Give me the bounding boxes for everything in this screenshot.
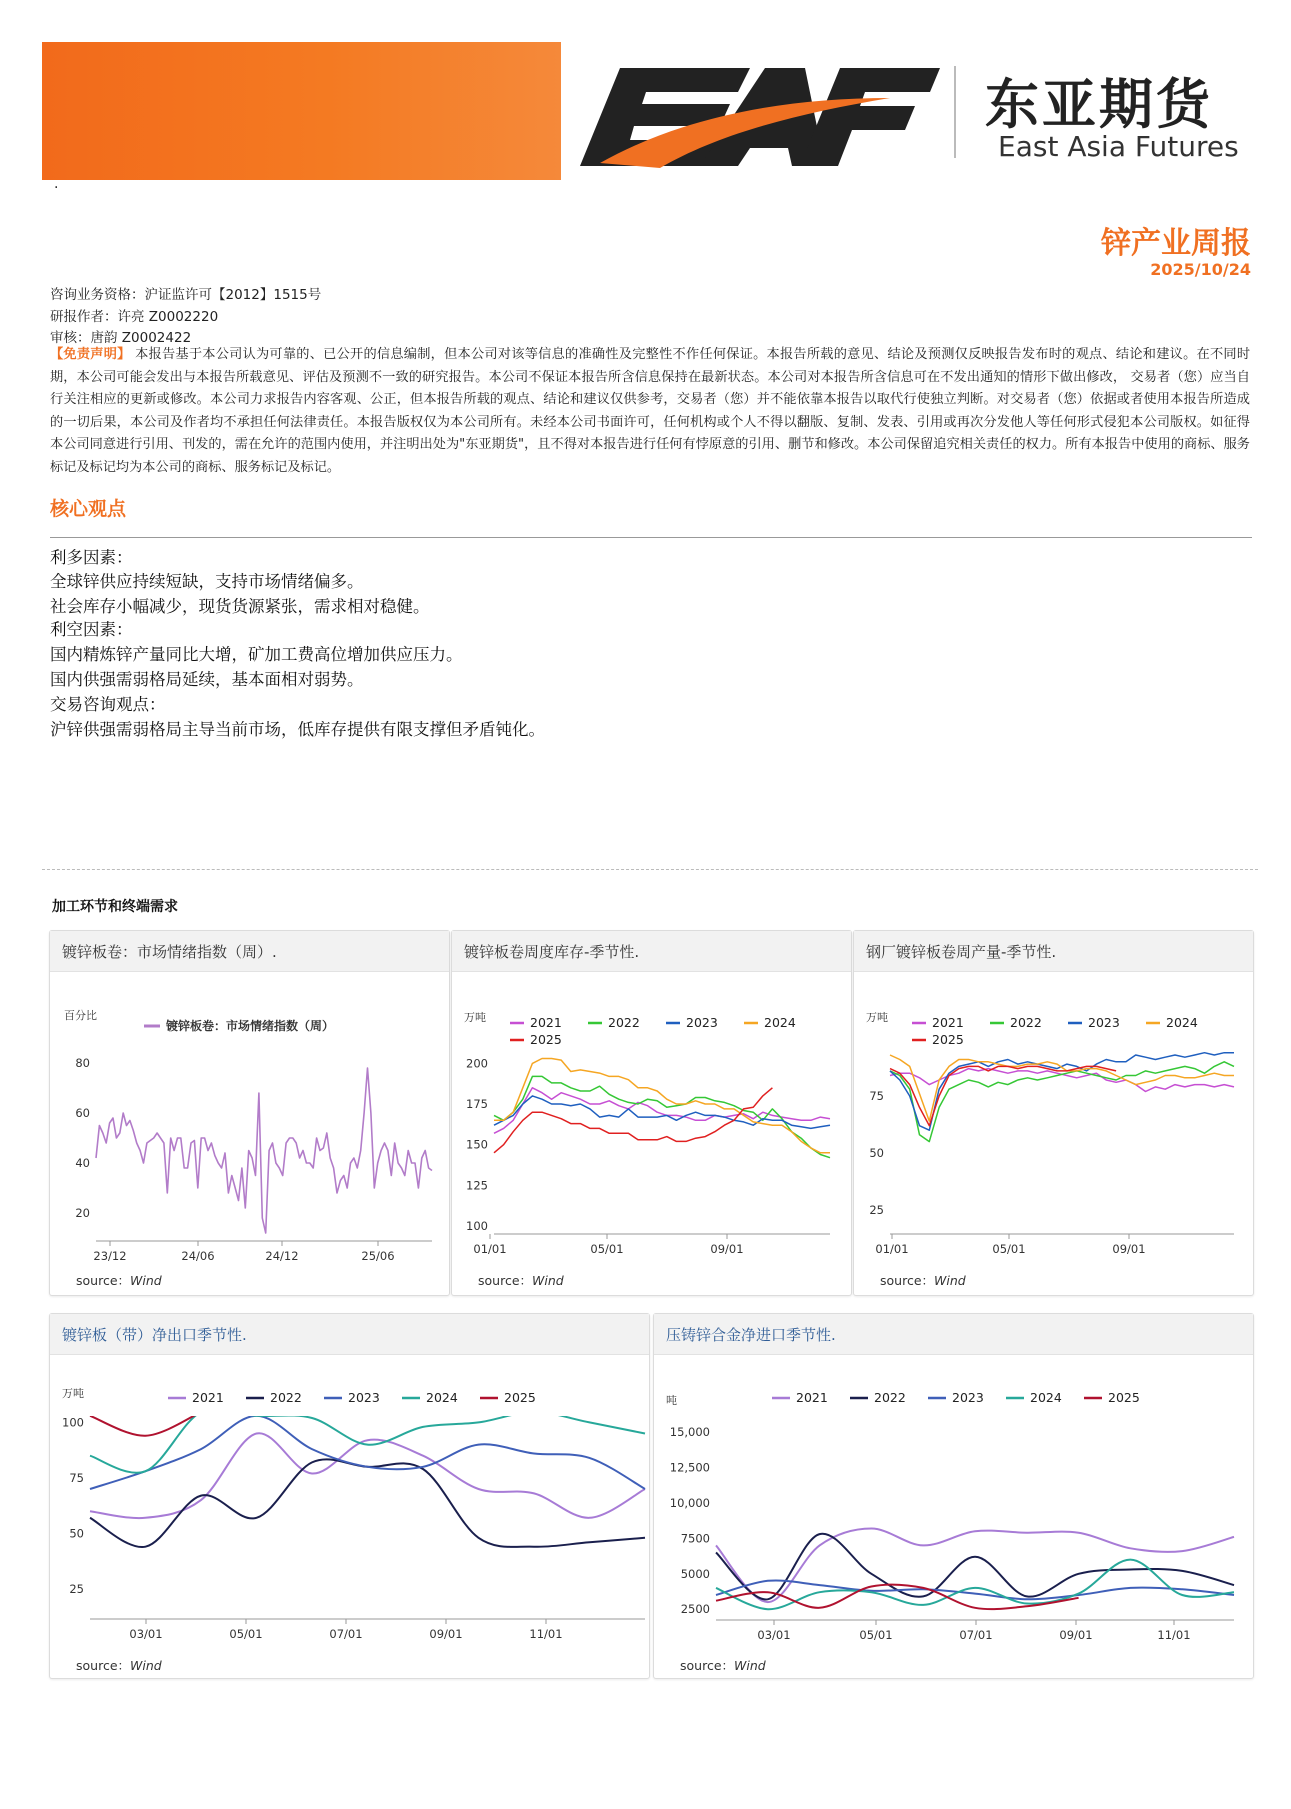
- section-title: 加工环节和终端需求: [52, 899, 178, 915]
- legend-label: 2025: [504, 1390, 536, 1405]
- panel-header: [50, 931, 449, 972]
- core-line: 利多因素：: [50, 548, 133, 567]
- legend-label: 2024: [426, 1390, 458, 1405]
- disclaimer-text: 本报告基于本公司认为可靠的、已公开的信息编制，但本公司对该等信息的准确性及完整性不作任何保证。本报告所载的意见、结论及预测仅反映报告发布时的观点、结论和建议。在不同时期，本公司可能会发出与本报告所载意见、评估及预测不一致的研究报告。本公司不保证本报告所含信息保持在最新状态。本公司对本报告所含信息可在不发出通知的情形下做出修改， 交易者（您）应当自行关注相应的更新或修改。本公司力求报告内容客观、公正，但本报告所载的观点、结论和建议仅供参考，交易者（您）并不能依靠本报告以取代行使独立判断。对交易者（您）依据或者使用本报告所造成的一切后果，本公司及作者均不承担任何法律责任。本报告版权仅为本公司所有。未经本公司书面许可，任何机构或个人不得以翻版、复制、发表、引用或再次分发他人等任何形式侵犯本公司版权。如征得本公司同意进行引用、刊发的，需在允许的范围内使用，并注明出处为"东亚期货"，且不得对本报告进行任何有悖原意的引用、删节和修改。本公司保留追究相关责任的权力。所有本报告中使用的商标、服务标记及标记均为本公司的商标、服务标记及标记。: [50, 347, 1251, 475]
- x-tick-label: 25/06: [361, 1249, 395, 1263]
- reviewer: 审核：唐韵 Z0002422: [50, 330, 192, 346]
- panel-header: [654, 1314, 1253, 1355]
- y-tick-label: 100: [466, 1219, 488, 1233]
- legend-label: 镀锌板卷：市场情绪指数（周）: [166, 1019, 335, 1033]
- series-line-镀锌板卷：市场情绪指数（周）: [96, 1068, 432, 1233]
- core-line: 沪锌供强需弱格局主导当前市场，低库存提供有限支撑但矛盾钝化。: [50, 720, 545, 739]
- chart-panel-galv-export: [49, 1313, 650, 1679]
- y-tick-label: 25: [69, 1581, 84, 1596]
- legend-label: 2022: [1010, 1015, 1042, 1030]
- y-tick-label: 75: [869, 1089, 884, 1104]
- chart-title: 镀锌板卷：市场情绪指数（周）.: [62, 943, 277, 961]
- disclaimer: [50, 344, 1250, 479]
- y-axis-label: 万吨: [62, 1387, 84, 1400]
- x-tick-label: 05/01: [229, 1627, 263, 1641]
- y-tick-label: 2500: [680, 1602, 710, 1617]
- logo-divider: [954, 66, 956, 158]
- legend-label: 2025: [1108, 1390, 1140, 1405]
- y-tick-label: 20: [75, 1206, 90, 1220]
- x-tick-label: 05/01: [590, 1242, 624, 1256]
- bullet-dot: ·: [54, 180, 59, 196]
- x-tick-label: 09/01: [429, 1627, 463, 1641]
- series-line-2023: [716, 1580, 1234, 1599]
- x-tick-label: 05/01: [859, 1628, 893, 1642]
- y-tick-label: 150: [466, 1137, 488, 1152]
- legend-label: 2025: [932, 1032, 964, 1047]
- legend-label: 2021: [192, 1390, 224, 1405]
- series-line-2024: [890, 1055, 1234, 1121]
- legend-label: 2023: [686, 1015, 718, 1030]
- source-label: source：: [880, 1273, 935, 1288]
- series-line-2025: [890, 1066, 1116, 1125]
- qualification: 咨询业务资格：沪证监许可【2012】1515号: [50, 287, 322, 303]
- chart-source: [880, 1271, 966, 1289]
- chart-panel-output: [853, 930, 1254, 1296]
- chart-title: 钢厂镀锌板卷周产量-季节性.: [866, 943, 1057, 961]
- legend-label: 2022: [608, 1015, 640, 1030]
- legend-label: 2024: [1166, 1015, 1198, 1030]
- chart-panel-inventory: [451, 930, 852, 1296]
- y-tick-label: 75: [69, 1470, 84, 1485]
- series-line-2021: [890, 1069, 1234, 1092]
- source-label: source：: [680, 1658, 735, 1673]
- series-line-2022: [90, 1459, 645, 1547]
- x-tick-label: 11/01: [1157, 1628, 1191, 1642]
- header-banner: [42, 42, 561, 180]
- legend-label: 2024: [1030, 1390, 1062, 1405]
- y-tick-label: 7500: [680, 1531, 710, 1546]
- x-tick-label: 05/01: [992, 1242, 1026, 1256]
- panel-header: [50, 1314, 649, 1355]
- y-tick-label: 60: [75, 1106, 90, 1120]
- x-tick-label: 09/01: [1059, 1628, 1093, 1642]
- y-tick-label: 50: [69, 1526, 84, 1541]
- legend-label: 2024: [764, 1015, 796, 1030]
- chart-svg: [452, 971, 851, 1256]
- company-name-en: East Asia Futures: [998, 130, 1239, 163]
- core-line: 国内供强需弱格局延续，基本面相对弱势。: [50, 670, 364, 689]
- x-tick-label: 11/01: [529, 1627, 563, 1641]
- y-tick-label: 15,000: [669, 1425, 710, 1440]
- x-tick-label: 24/12: [265, 1249, 299, 1263]
- y-tick-label: 100: [62, 1415, 84, 1430]
- series-line-2022: [890, 1062, 1234, 1142]
- company-name-cn: 东亚期货: [985, 73, 1213, 136]
- chart-svg: [50, 1354, 649, 1639]
- x-tick-label: 03/01: [757, 1628, 791, 1642]
- author: 研报作者：许亮 Z0002220: [50, 309, 219, 325]
- y-tick-label: 12,500: [669, 1460, 710, 1475]
- x-tick-label: 07/01: [959, 1628, 993, 1642]
- core-line: 国内精炼锌产量同比大增，矿加工费高位增加供应压力。: [50, 645, 463, 664]
- y-tick-label: 25: [869, 1203, 884, 1218]
- report-date: 2025/10/24: [1150, 260, 1251, 279]
- chart-svg: [854, 971, 1253, 1256]
- legend-label: 2021: [932, 1015, 964, 1030]
- x-tick-label: 23/12: [93, 1249, 127, 1263]
- y-tick-label: 175: [466, 1097, 488, 1112]
- legend-label: 2022: [874, 1390, 906, 1405]
- eaf-logo-icon: [560, 58, 940, 178]
- report-title: 锌产业周报: [1101, 226, 1251, 261]
- legend-label: 2021: [530, 1015, 562, 1030]
- panel-header: [854, 931, 1253, 972]
- chart-source: [76, 1656, 162, 1674]
- y-axis-label: 吨: [666, 1394, 677, 1407]
- chart-title: 压铸锌合金净进口季节性.: [666, 1326, 836, 1344]
- chart-source: [680, 1656, 766, 1674]
- x-tick-label: 09/01: [1112, 1242, 1146, 1256]
- series-line-2022: [494, 1076, 830, 1157]
- legend-label: 2021: [796, 1390, 828, 1405]
- chart-source: [76, 1271, 162, 1289]
- chart-panel-alloy-import: [653, 1313, 1254, 1679]
- y-tick-label: 40: [75, 1156, 90, 1170]
- core-line: 交易咨询观点：: [50, 695, 166, 714]
- chart-title: 镀锌板（带）净出口季节性.: [62, 1326, 247, 1344]
- y-tick-label: 80: [75, 1056, 90, 1070]
- y-tick-label: 5000: [680, 1566, 710, 1581]
- core-line: 利空因素：: [50, 620, 133, 639]
- chart-panel-sentiment: [49, 930, 450, 1296]
- chart-svg: [50, 971, 449, 1263]
- series-line-2022: [716, 1534, 1234, 1600]
- series-line-2025: [716, 1585, 1079, 1610]
- core-line: 社会库存小幅减少，现货货源紧张，需求相对稳健。: [50, 597, 430, 616]
- series-line-2023: [494, 1096, 830, 1129]
- y-axis-label: 万吨: [464, 1011, 486, 1024]
- core-divider: [50, 537, 1252, 538]
- source-value: Wind: [734, 1658, 766, 1673]
- core-view-title: 核心观点: [50, 498, 127, 520]
- legend-label: 2022: [270, 1390, 302, 1405]
- source-value: Wind: [532, 1273, 564, 1288]
- source-label: source：: [76, 1658, 131, 1673]
- source-value: Wind: [130, 1273, 162, 1288]
- y-axis-label: 万吨: [866, 1011, 888, 1024]
- chart-source: [478, 1271, 564, 1289]
- core-line: 全球锌供应持续短缺，支持市场情绪偏多。: [50, 572, 364, 591]
- y-tick-label: 200: [466, 1056, 488, 1071]
- chart-svg: [654, 1354, 1253, 1642]
- disclaimer-tag: 【免责声明】: [50, 347, 131, 362]
- y-tick-label: 125: [466, 1178, 488, 1193]
- section-divider: [42, 869, 1258, 870]
- series-line-2021: [90, 1433, 645, 1518]
- x-tick-label: 01/01: [473, 1242, 507, 1256]
- source-label: source：: [478, 1273, 533, 1288]
- source-label: source：: [76, 1273, 131, 1288]
- x-tick-label: 24/06: [181, 1249, 215, 1263]
- chart-title: 镀锌板卷周度库存-季节性.: [464, 943, 640, 961]
- legend-label: 2023: [348, 1390, 380, 1405]
- y-axis-label: 百分比: [64, 1009, 97, 1022]
- x-tick-label: 07/01: [329, 1627, 363, 1641]
- legend-label: 2025: [530, 1032, 562, 1047]
- source-value: Wind: [934, 1273, 966, 1288]
- x-tick-label: 03/01: [129, 1627, 163, 1641]
- legend-label: 2023: [1088, 1015, 1120, 1030]
- legend-label: 2023: [952, 1390, 984, 1405]
- source-value: Wind: [130, 1658, 162, 1673]
- y-tick-label: 50: [869, 1146, 884, 1161]
- y-tick-label: 10,000: [669, 1495, 710, 1510]
- series-line-2025: [90, 1412, 201, 1436]
- x-tick-label: 09/01: [710, 1242, 744, 1256]
- x-tick-label: 01/01: [875, 1242, 909, 1256]
- panel-header: [452, 931, 851, 972]
